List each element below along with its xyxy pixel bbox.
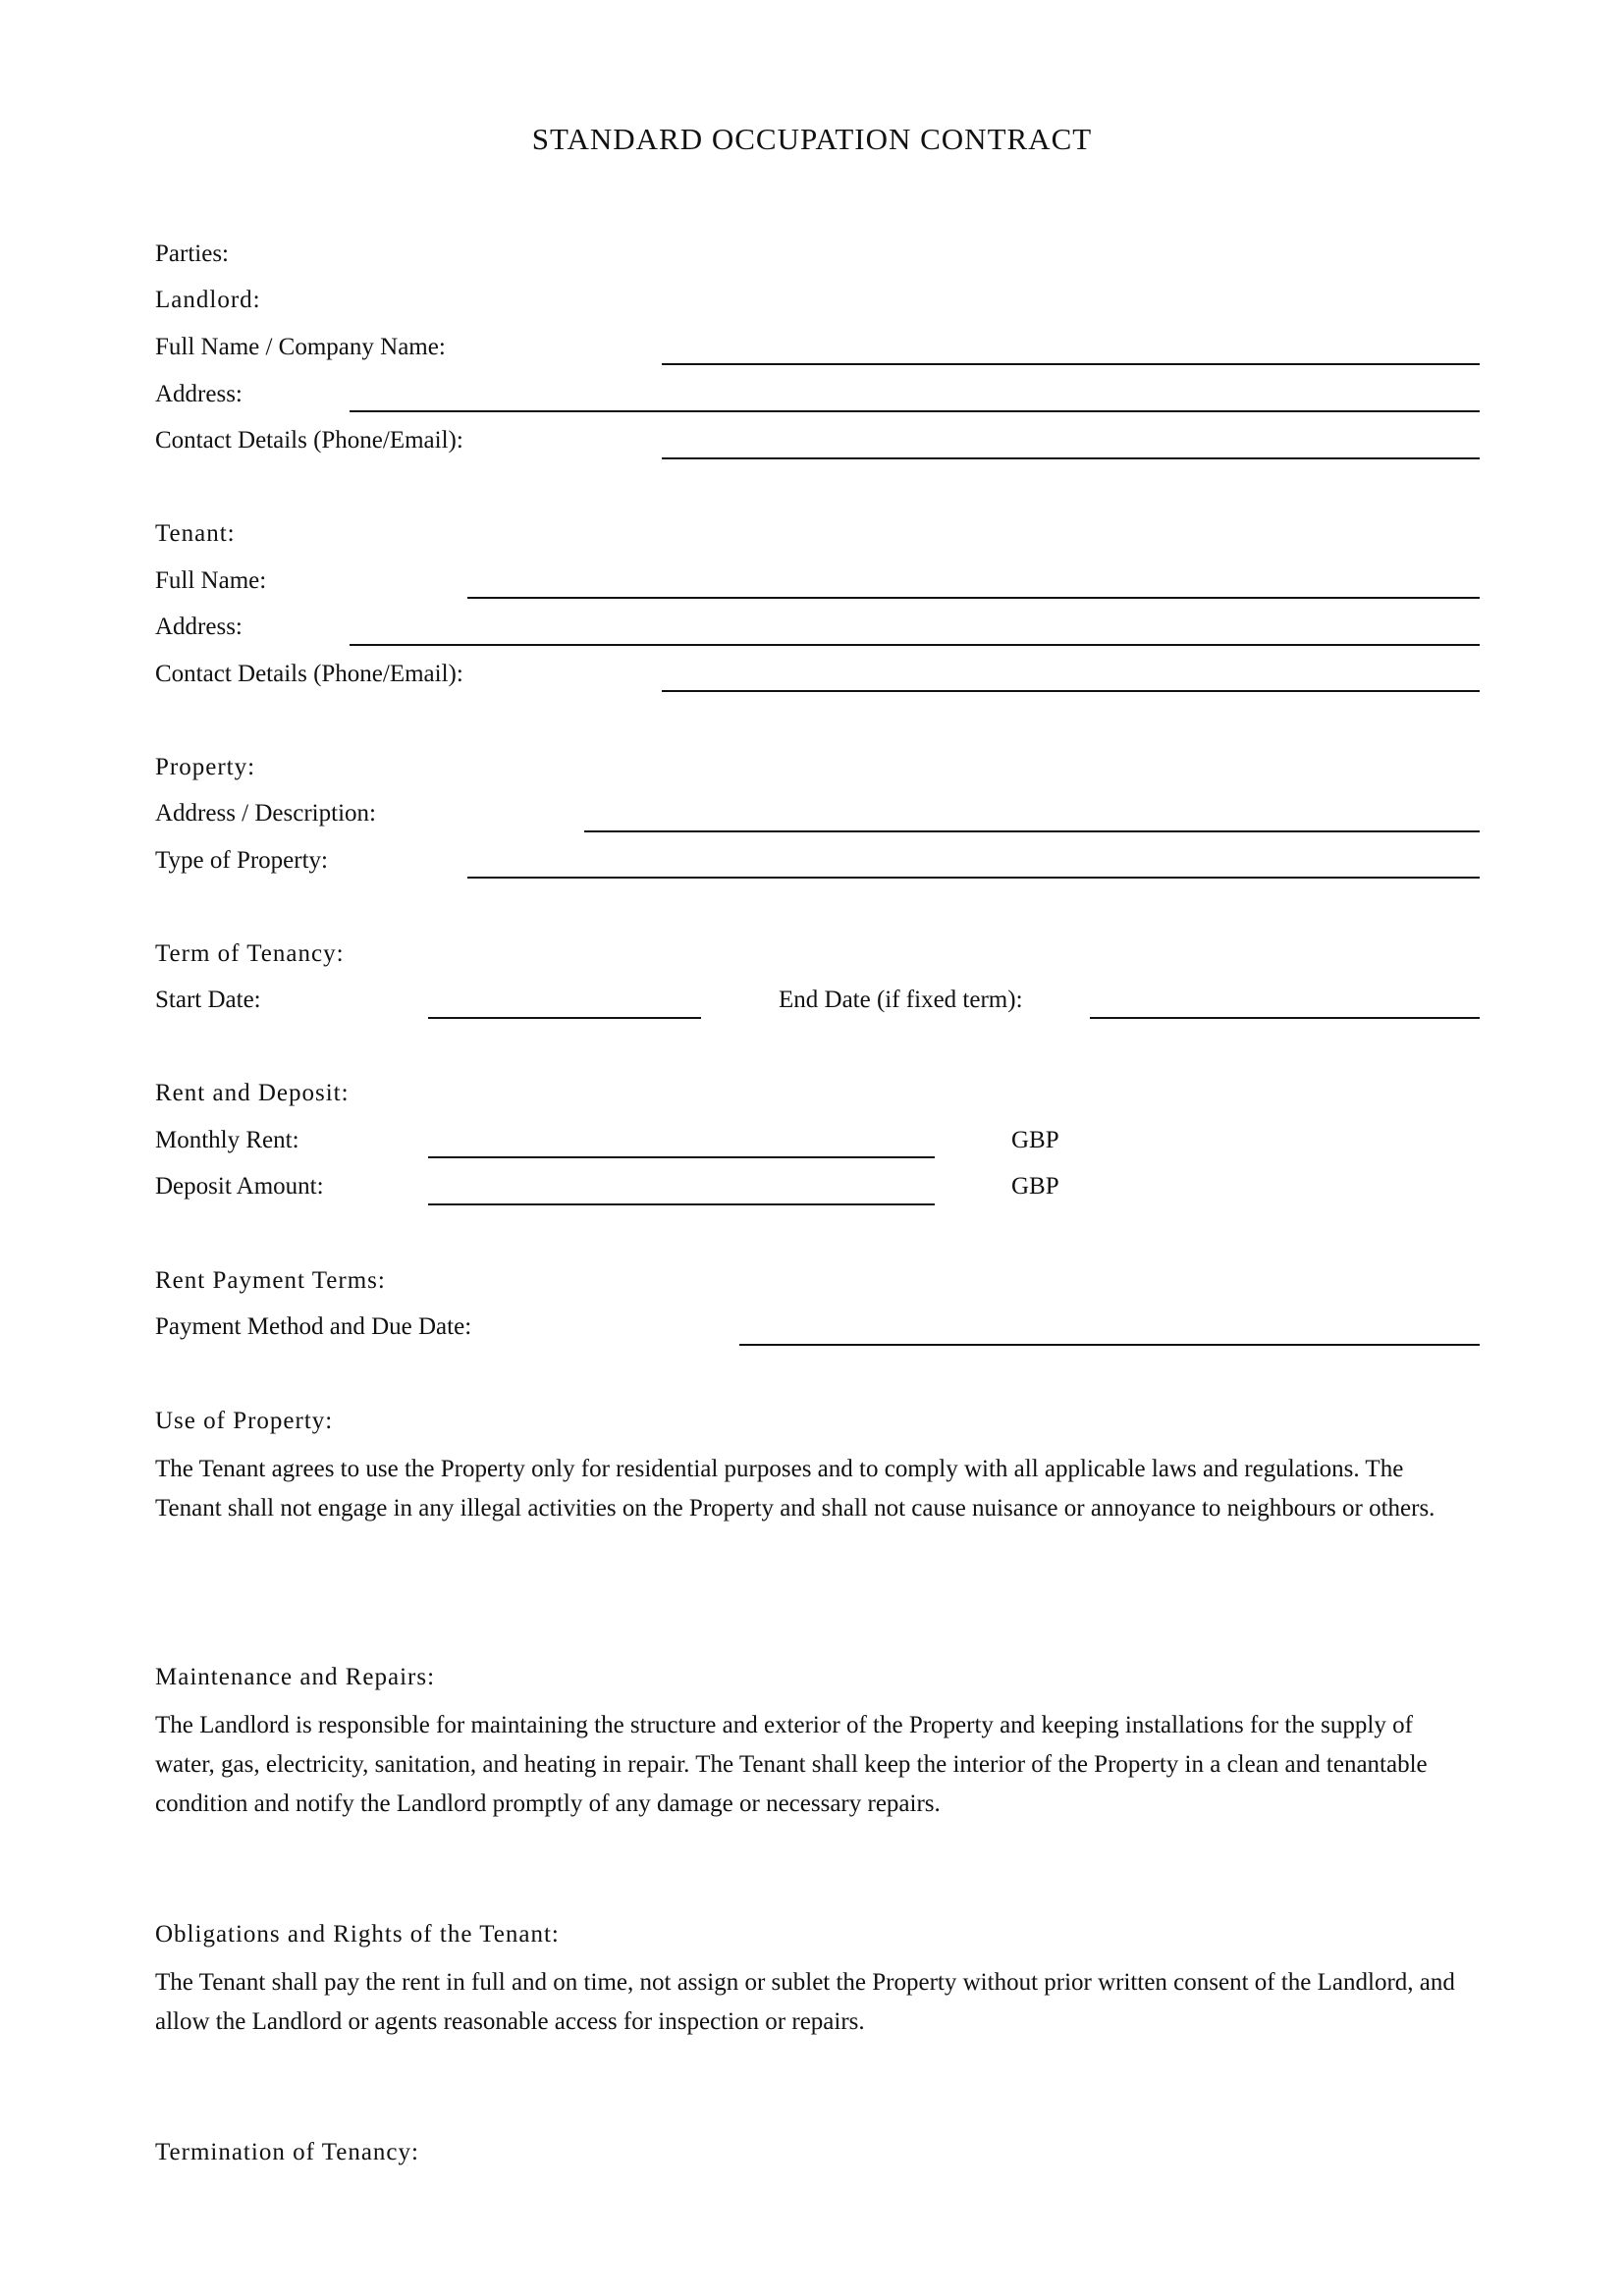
term-heading: Term of Tenancy: <box>155 940 345 967</box>
maintenance-heading: Maintenance and Repairs: <box>155 1664 436 1690</box>
landlord-contact-field[interactable] <box>662 457 1480 459</box>
tenant-contact-label: Contact Details (Phone/Email): <box>155 661 463 687</box>
obligations-heading: Obligations and Rights of the Tenant: <box>155 1921 560 1948</box>
use-of-property-body: The Tenant agrees to use the Property only for residential purposes and to comply with all applicable laws and regulations. The Tenant shall not engage in any illegal activities on the Property and shall not cause nuisance or annoyance to neighbours or others. <box>155 1456 1435 1522</box>
tenant-full-name-field[interactable] <box>467 597 1480 599</box>
maintenance-body: The Landlord is responsible for maintaining the structure and exterior of the Property and keeping installations for the supply of water, gas, electricity, sanitation, and heating in repair. The Tenant shall keep the interior of the Property in a clean and tenantable condition and notify the Landlord promptly of any damage or necessary repairs. <box>155 1712 1428 1817</box>
obligations-body: The Tenant shall pay the rent in full and on time, not assign or sublet the Property without prior written consent of the Landlord, and allow the Landlord or agents reasonable access for inspection or repairs. <box>155 1969 1455 2035</box>
tenant-heading: Tenant: <box>155 520 236 547</box>
property-address-field[interactable] <box>584 830 1480 832</box>
use-of-property-heading: Use of Property: <box>155 1408 334 1434</box>
property-address-label: Address / Description: <box>155 800 376 827</box>
end-date-label: End Date (if fixed term): <box>779 987 1023 1013</box>
property-heading: Property: <box>155 754 256 780</box>
landlord-heading: Landlord: <box>155 287 261 313</box>
landlord-address-label: Address: <box>155 381 243 407</box>
document-title: STANDARD OCCUPATION CONTRACT <box>531 122 1093 156</box>
tenant-contact-field[interactable] <box>662 690 1480 692</box>
payment-method-label: Payment Method and Due Date: <box>155 1313 472 1340</box>
deposit-amount-currency: GBP <box>1011 1173 1059 1200</box>
tenant-address-field[interactable] <box>350 644 1480 646</box>
landlord-contact-label: Contact Details (Phone/Email): <box>155 427 463 454</box>
end-date-field[interactable] <box>1090 1017 1480 1019</box>
deposit-amount-label: Deposit Amount: <box>155 1173 324 1200</box>
landlord-address-field[interactable] <box>350 410 1480 412</box>
start-date-field[interactable] <box>428 1017 701 1019</box>
rent-deposit-heading: Rent and Deposit: <box>155 1080 350 1106</box>
payment-terms-heading: Rent Payment Terms: <box>155 1267 386 1294</box>
property-type-label: Type of Property: <box>155 847 328 874</box>
landlord-full-name-field[interactable] <box>662 363 1480 365</box>
property-type-field[interactable] <box>467 877 1480 879</box>
monthly-rent-label: Monthly Rent: <box>155 1127 299 1153</box>
landlord-full-name-label: Full Name / Company Name: <box>155 334 446 360</box>
payment-method-field[interactable] <box>739 1344 1480 1346</box>
start-date-label: Start Date: <box>155 987 261 1013</box>
monthly-rent-field[interactable] <box>428 1156 935 1158</box>
tenant-address-label: Address: <box>155 614 243 640</box>
monthly-rent-currency: GBP <box>1011 1127 1059 1153</box>
parties-heading: Parties: <box>155 240 229 267</box>
termination-heading: Termination of Tenancy: <box>155 2139 419 2165</box>
tenant-full-name-label: Full Name: <box>155 567 267 594</box>
deposit-amount-field[interactable] <box>428 1203 935 1205</box>
